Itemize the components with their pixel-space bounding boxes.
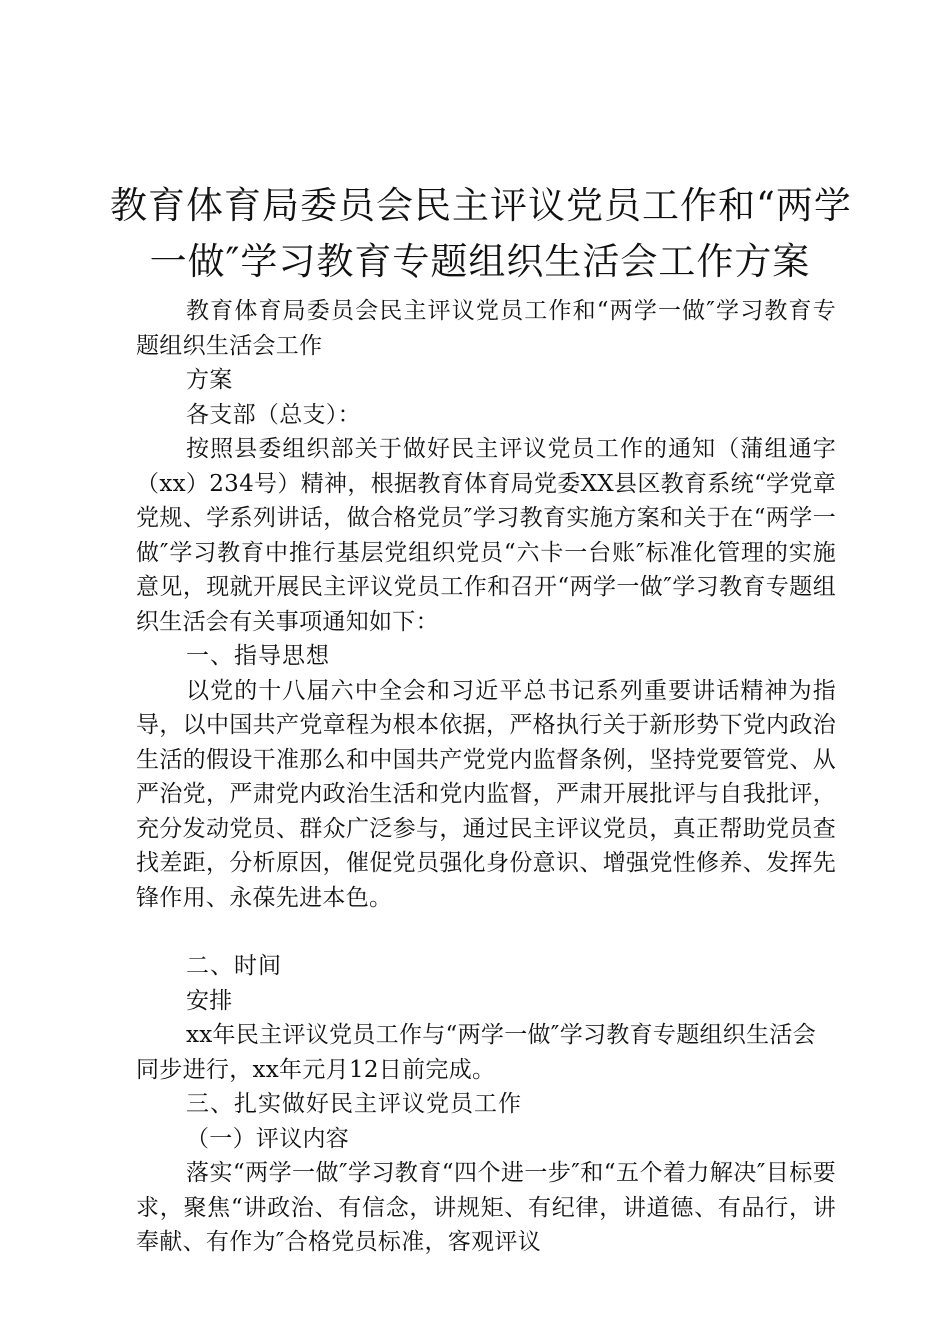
- salutation: 各支部（总支）：: [186, 401, 361, 428]
- section-heading-time-continuation: 安排: [186, 987, 233, 1014]
- time-paragraph: xx年民主评议党员工作与“两学一做″学习教育专题组织生活会同步进行，xx年元月12日前完成。: [136, 1022, 816, 1083]
- section-heading-guiding-ideology: 一、指导思想: [186, 643, 330, 669]
- document-body: [136, 294, 836, 1260]
- subsection-heading-content: （一）评议内容: [186, 1125, 350, 1152]
- title-line-2: 一做″学习教育专题组织生活会工作方案: [149, 240, 811, 283]
- title-line-1: 教育体育局委员会民主评议党员工作和“两学: [110, 184, 852, 227]
- evaluation-content-paragraph: 落实“两学一做″学习教育“四个进一步″和“五个着力解决″目标要求，聚焦“讲政治、有信念，讲规矩、有纪律，讲道德、有品行，讲奉献、有作为″合格党员标准，客观评议: [136, 1160, 836, 1255]
- guiding-ideology-paragraph: 以党的十八届六中全会和习近平总书记系列重要讲话精神为指导，以中国共产党章程为根本依据，严格执行关于新形势下党内政治生活的假设干准那么和中国共产党党内监督条例，坚持党要管党、从严治党，严肃党内政治生活和党内监督，严肃开展批评与自我批评，充分发动党员、群众广泛参与，通过民主评议党员，真正帮助党员查找差距，分析原因，催促党员强化身份意识、增强党性修养、发挥先锋作用、永葆先进本色。: [136, 677, 836, 911]
- paragraph-spacer: [136, 915, 836, 949]
- subtitle-continuation: 方案: [186, 367, 233, 393]
- section-heading-evaluation: 三、扎实做好民主评议党员工作: [186, 1091, 522, 1117]
- document-title: [110, 178, 850, 290]
- subtitle-paragraph: 教育体育局委员会民主评议党员工作和“两学一做″学习教育专题组织生活会工作: [136, 298, 836, 359]
- section-heading-time: 二、时间: [186, 953, 282, 979]
- intro-paragraph: 按照县委组织部关于做好民主评议党员工作的通知（蒲组通字（xx）234号）精神，根据教育体育局党委XX县区教育系统“学党章党规、学系列讲话，做合格党员″学习教育实施方案和关于在“两学一做″学习教育中推行基层党组织党员“六卡一台账″标准化管理的实施意见，现就开展民主评议党员工作和召开“两学一做″学习教育专题组织生活会有关事项通知如下：: [136, 436, 836, 635]
